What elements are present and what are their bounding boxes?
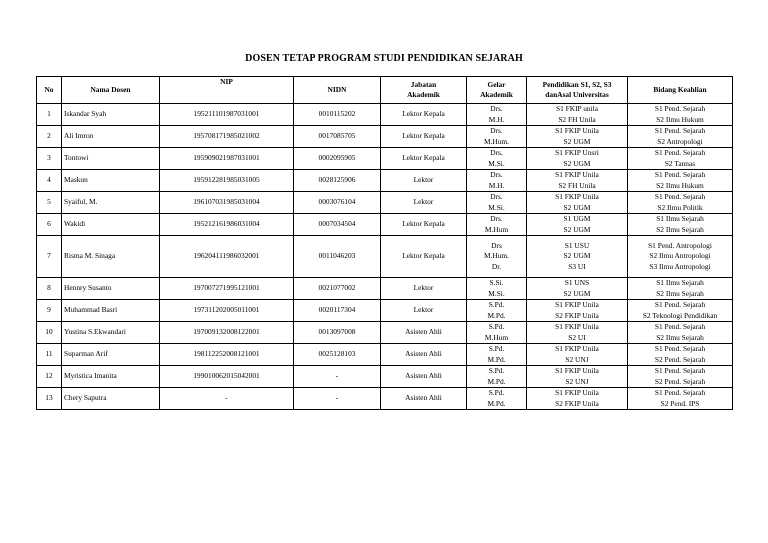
table-row [37, 104, 733, 126]
cell-nidn: - [294, 366, 381, 388]
cell-nip: - [160, 388, 294, 410]
cell-pendidikan-line: S2 FH Unila [558, 114, 596, 124]
cell-nama: Syaiful, M. [62, 192, 160, 214]
cell-gelar-line: S.Pd. [488, 300, 505, 309]
cell-gelar-line: M.Hum [484, 224, 509, 234]
cell-no: 8 [37, 278, 62, 300]
cell-gelar-line: M.Hum. [483, 251, 510, 261]
cell-bidang-line: S2 Ilmu Hukum [656, 180, 704, 190]
cell-jabatan: Lektor [381, 300, 467, 322]
cell-gelar-line: Dr. [491, 261, 502, 271]
table-row [37, 170, 733, 192]
cell-nama: Tontowi [62, 148, 160, 170]
cell-pendidikan-line: S1 USU [564, 240, 590, 250]
cell-gelar [467, 322, 527, 344]
cell-bidang [628, 278, 733, 300]
cell-pendidikan-line: S1 FKIP Unila [555, 344, 599, 353]
page-title: DOSEN TETAP PROGRAM STUDI PENDIDIKAN SEJARAH [245, 53, 523, 64]
cell-nidn: 0003076104 [294, 192, 381, 214]
cell-no: 2 [37, 126, 62, 148]
cell-pendidikan [527, 236, 628, 278]
cell-no: 3 [37, 148, 62, 170]
cell-bidang-line: S1 Pend. Sejarah [654, 300, 706, 309]
cell-bidang-line: S1 Pend. Sejarah [654, 104, 706, 113]
header-jabatan: Jabatan Akademik [381, 77, 467, 104]
cell-pendidikan [527, 104, 628, 126]
cell-pendidikan-line: S3 UI [568, 261, 586, 271]
cell-pendidikan-line: S2 UI [568, 332, 586, 342]
cell-bidang-line: S1 Pend. Sejarah [654, 388, 706, 397]
cell-bidang-line: S2 Antropologi [657, 136, 703, 146]
cell-pendidikan [527, 300, 628, 322]
cell-nip: 195912281985031005 [160, 170, 294, 192]
cell-pendidikan-line: S2 UGM [563, 158, 591, 168]
table-row [37, 126, 733, 148]
cell-gelar-line: Drs. [490, 126, 503, 135]
cell-nama: Hennry Susanto [62, 278, 160, 300]
cell-gelar [467, 278, 527, 300]
cell-gelar [467, 344, 527, 366]
header-nip: NIP [160, 77, 294, 104]
cell-pendidikan-line: S2 UGM [563, 288, 591, 298]
cell-pendidikan-line: S2 UGM [563, 202, 591, 212]
cell-pendidikan-line: S1 FKIP Unila [555, 322, 599, 331]
cell-gelar-line: Drs. [490, 104, 503, 113]
cell-gelar-line: M.Si. [488, 158, 505, 168]
cell-bidang-line: S2 Ilmu Hukum [656, 114, 704, 124]
cell-gelar-line: M.Pd. [487, 398, 506, 408]
cell-jabatan: Asisten Ahli [381, 344, 467, 366]
cell-bidang-line: S2 Tannas [664, 158, 696, 168]
cell-bidang [628, 192, 733, 214]
cell-bidang [628, 366, 733, 388]
cell-jabatan: Asisten Ahli [381, 388, 467, 410]
table-row [37, 322, 733, 344]
cell-bidang [628, 236, 733, 278]
cell-bidang [628, 344, 733, 366]
cell-jabatan: Lektor Kepala [381, 148, 467, 170]
cell-nip: 199010062015042001 [160, 366, 294, 388]
cell-nidn: 0010115202 [294, 104, 381, 126]
cell-gelar [467, 388, 527, 410]
cell-gelar [467, 214, 527, 236]
cell-no: 6 [37, 214, 62, 236]
cell-gelar-line: M.Hum [484, 332, 509, 342]
cell-jabatan: Lektor [381, 192, 467, 214]
cell-gelar-line: M.H. [488, 114, 505, 124]
cell-bidang-line: S2 Ilmu Sejarah [656, 288, 704, 298]
cell-gelar [467, 148, 527, 170]
cell-pendidikan-line: S1 FKIP Unila [555, 388, 599, 397]
cell-jabatan: Lektor [381, 170, 467, 192]
cell-pendidikan-line: S1 UGM [563, 214, 591, 223]
table-row [37, 344, 733, 366]
header-nidn: NIDN [294, 77, 381, 104]
table-row [37, 236, 733, 278]
cell-no: 9 [37, 300, 62, 322]
cell-nidn: 0002095905 [294, 148, 381, 170]
header-nama: Nama Dosen [62, 77, 160, 104]
cell-bidang [628, 170, 733, 192]
table-body [37, 104, 733, 410]
cell-pendidikan-line: S2 FKIP Unila [555, 310, 599, 320]
cell-pendidikan-line: S2 UGM [563, 251, 591, 261]
cell-gelar [467, 126, 527, 148]
cell-nidn: 0025128103 [294, 344, 381, 366]
cell-nidn: 0020117304 [294, 300, 381, 322]
cell-pendidikan-line: S1 FKIP unila [555, 104, 599, 113]
cell-gelar [467, 300, 527, 322]
cell-gelar-line: S.Pd. [488, 366, 505, 375]
cell-nip: 195212161986031004 [160, 214, 294, 236]
table-row [37, 192, 733, 214]
cell-jabatan: Lektor Kepala [381, 214, 467, 236]
cell-bidang-line: S1 Ilmu Sejarah [656, 214, 704, 223]
cell-nidn: 0011046203 [294, 236, 381, 278]
cell-bidang-line: S1 Pend. Sejarah [654, 148, 706, 157]
header-bidang: Bidang Keahlian [628, 77, 733, 104]
cell-nama: Ali Imron [62, 126, 160, 148]
cell-gelar-line: S.Si. [489, 278, 504, 287]
cell-pendidikan-line: S1 FKIP Unila [555, 300, 599, 309]
cell-bidang-line: S1 Ilmu Sejarah [656, 278, 704, 287]
table-row [37, 214, 733, 236]
cell-pendidikan [527, 322, 628, 344]
cell-pendidikan-line: S2 UGM [563, 224, 591, 234]
cell-pendidikan [527, 278, 628, 300]
cell-bidang-line: S1 Pend. Sejarah [654, 366, 706, 375]
cell-nama: Muhammad Basri [62, 300, 160, 322]
cell-nidn: 0013097008 [294, 322, 381, 344]
cell-bidang-line: S1 Pend. Sejarah [654, 170, 706, 179]
cell-gelar [467, 104, 527, 126]
cell-gelar-line: S.Pd. [488, 322, 505, 331]
cell-no: 10 [37, 322, 62, 344]
cell-nip: 196204111986032001 [160, 236, 294, 278]
cell-jabatan: Asisten Ahli [381, 322, 467, 344]
header-gelar: Gelar Akademik [467, 77, 527, 104]
cell-jabatan: Lektor Kepala [381, 236, 467, 278]
cell-gelar-line: M.Si. [488, 288, 505, 298]
cell-pendidikan-line: S1 FKIP Unila [555, 170, 599, 179]
table-row [37, 366, 733, 388]
cell-gelar-line: Drs. [490, 148, 503, 157]
cell-pendidikan [527, 170, 628, 192]
cell-bidang-line: S2 Ilmu Antropologi [649, 251, 711, 261]
cell-bidang [628, 126, 733, 148]
cell-gelar [467, 192, 527, 214]
cell-bidang-line: S2 Ilmu Politik [657, 202, 703, 212]
cell-pendidikan [527, 148, 628, 170]
header-no: No [37, 77, 62, 104]
cell-nama: Myristica Imanita [62, 366, 160, 388]
cell-nama: Chery Saputra [62, 388, 160, 410]
cell-pendidikan [527, 388, 628, 410]
cell-nama: Maskun [62, 170, 160, 192]
cell-bidang [628, 148, 733, 170]
cell-nama: Iskandar Syah [62, 104, 160, 126]
cell-pendidikan-line: S1 FKIP Unila [555, 366, 599, 375]
cell-bidang-line: S1 Pend. Sejarah [654, 322, 706, 331]
cell-bidang-line: S2 Ilmu Sejarah [656, 224, 704, 234]
header-pendidikan: Pendidikan S1, S2, S3 danAsal Universitas [527, 77, 628, 104]
cell-nidn: 0007034504 [294, 214, 381, 236]
cell-nip: 198112252008121001 [160, 344, 294, 366]
cell-pendidikan-line: S2 FH Unila [558, 180, 596, 190]
lecturer-table [36, 76, 733, 410]
cell-gelar-line: S.Pd. [488, 344, 505, 353]
cell-jabatan: Lektor Kepala [381, 104, 467, 126]
cell-nama: Suparman Arif [62, 344, 160, 366]
cell-gelar-line: M.Si. [488, 202, 505, 212]
cell-nama: Wakidi [62, 214, 160, 236]
cell-no: 13 [37, 388, 62, 410]
cell-jabatan: Lektor Kepala [381, 126, 467, 148]
cell-pendidikan [527, 126, 628, 148]
cell-jabatan: Lektor [381, 278, 467, 300]
cell-pendidikan [527, 214, 628, 236]
cell-gelar-line: M.Pd. [487, 376, 506, 386]
cell-nidn: 0017085705 [294, 126, 381, 148]
cell-pendidikan-line: S1 FKIP Unila [555, 192, 599, 201]
cell-nip: 196107031985031004 [160, 192, 294, 214]
cell-bidang-line: S1 Pend. Sejarah [654, 126, 706, 135]
table-row [37, 278, 733, 300]
cell-no: 1 [37, 104, 62, 126]
cell-bidang [628, 300, 733, 322]
cell-nama: Yustina S.Ekwandari [62, 322, 160, 344]
cell-nidn: 0021077002 [294, 278, 381, 300]
table-row [37, 148, 733, 170]
cell-gelar-line: M.Pd. [487, 354, 506, 364]
cell-bidang-line: S1 Pend. Antropologi [648, 240, 712, 250]
cell-pendidikan-line: S2 UNJ [565, 354, 589, 364]
cell-pendidikan [527, 344, 628, 366]
cell-gelar [467, 366, 527, 388]
cell-nip: 195708171985021002 [160, 126, 294, 148]
cell-bidang-line: S2 Pend. Sejarah [654, 354, 706, 364]
table-row [37, 388, 733, 410]
cell-gelar-line: S.Pd. [488, 388, 505, 397]
cell-pendidikan [527, 366, 628, 388]
table-row [37, 300, 733, 322]
cell-no: 7 [37, 236, 62, 278]
cell-gelar-line: Drs. [490, 192, 503, 201]
cell-bidang-line: S1 Pend. Sejarah [654, 192, 706, 201]
cell-gelar-line: M.H. [488, 180, 505, 190]
cell-pendidikan-line: S1 FKIP Unila [555, 126, 599, 135]
cell-gelar-line: Drs. [490, 170, 503, 179]
cell-no: 5 [37, 192, 62, 214]
cell-nama: Risma M. Sinaga [62, 236, 160, 278]
cell-nidn: - [294, 388, 381, 410]
cell-bidang-line: S2 Teknologi Pendidikan [642, 310, 718, 320]
cell-bidang [628, 322, 733, 344]
cell-bidang [628, 214, 733, 236]
cell-bidang-line: S2 Ilmu Sejarah [656, 332, 704, 342]
cell-pendidikan [527, 192, 628, 214]
cell-pendidikan-line: S1 UNS [564, 278, 590, 287]
cell-gelar-line: Drs [491, 240, 502, 250]
cell-no: 12 [37, 366, 62, 388]
cell-gelar-line: M.Pd. [487, 310, 506, 320]
cell-bidang-line: S3 Ilmu Antropologi [649, 261, 711, 271]
cell-bidang-line: S1 Pend. Sejarah [654, 344, 706, 353]
cell-bidang [628, 388, 733, 410]
cell-nip: 195909021987031001 [160, 148, 294, 170]
cell-gelar [467, 236, 527, 278]
cell-pendidikan-line: S2 FKIP Unila [555, 398, 599, 408]
cell-pendidikan-line: S2 UGM [563, 136, 591, 146]
cell-no: 11 [37, 344, 62, 366]
cell-nidn: 0028125906 [294, 170, 381, 192]
table-header-row [37, 77, 733, 104]
cell-gelar-line: Drs. [490, 214, 503, 223]
cell-pendidikan-line: S2 UNJ [565, 376, 589, 386]
cell-gelar-line: M.Hum. [483, 136, 510, 146]
cell-pendidikan-line: S1 FKIP Unsri [555, 148, 599, 157]
cell-gelar [467, 170, 527, 192]
cell-jabatan: Asisten Ahli [381, 366, 467, 388]
cell-nip: 197311202005011001 [160, 300, 294, 322]
cell-nip: 197009132008122001 [160, 322, 294, 344]
cell-no: 4 [37, 170, 62, 192]
cell-bidang [628, 104, 733, 126]
cell-bidang-line: S2 Pend. Sejarah [654, 376, 706, 386]
cell-nip: 197007271995121001 [160, 278, 294, 300]
cell-bidang-line: S2 Pend. IPS [660, 398, 700, 408]
cell-nip: 195211101987031001 [160, 104, 294, 126]
